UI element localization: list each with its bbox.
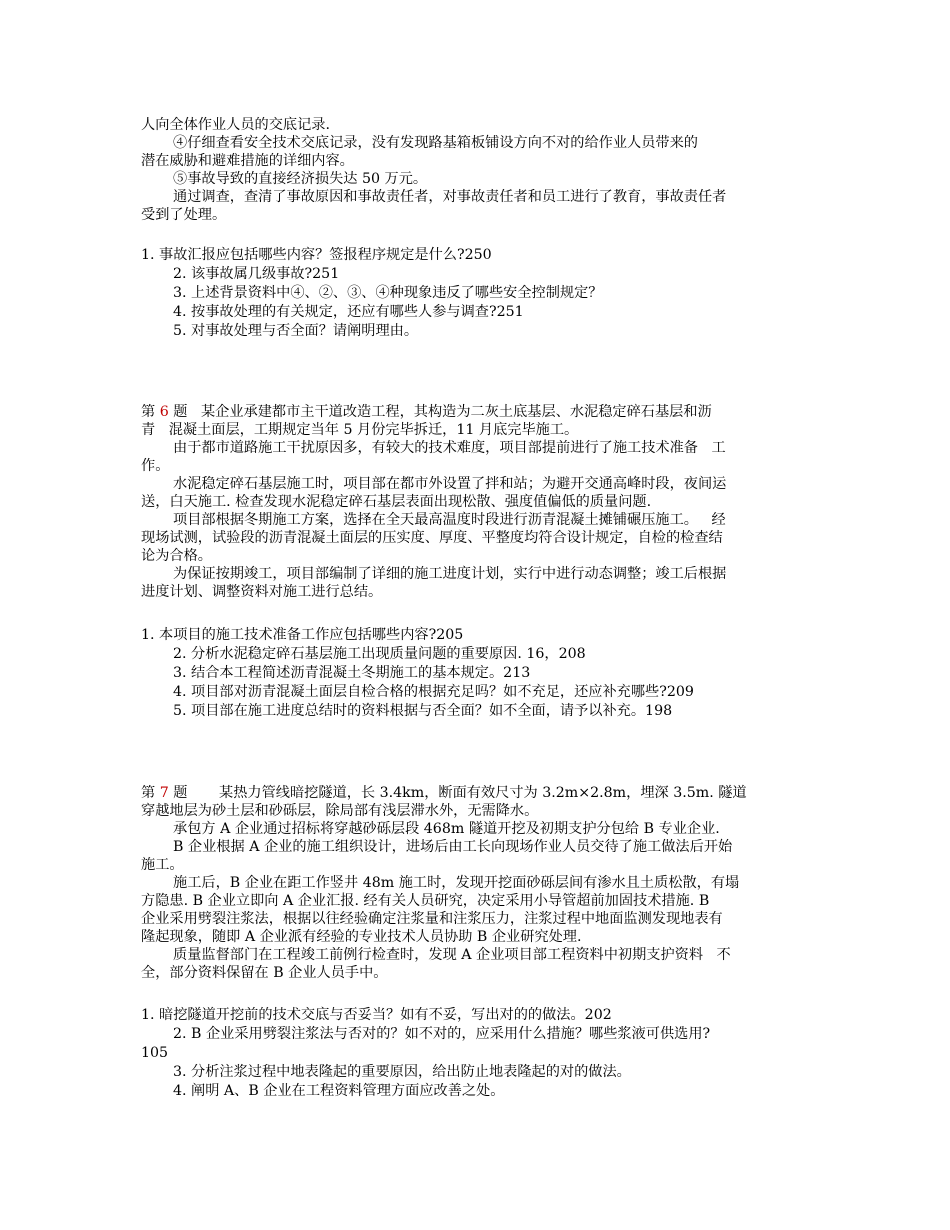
paragraph-line: 水泥稳定碎石基层施工时，项目部在都市外设置了拌和站；为避开交通高峰时段，夜间运 (173, 476, 727, 492)
paragraph-line: 承包方 A 企业通过招标将穿越砂砾层段 468m 隧道开挖及初期支护分包给 B 专业企业. (173, 821, 720, 837)
paragraph-line: 隆起现象，随即 A 企业派有经验的专业技术人员协助 B 企业研究处理. (141, 929, 582, 945)
paragraph-line: 人向全体作业人员的交底记录. (141, 117, 330, 133)
question-item: 4. 项目部对沥青混凝土面层自检合格的根据充足吗？如不充足，还应补充哪些?209 (173, 684, 694, 700)
question-prefix: 第 (141, 404, 160, 420)
paragraph-line: 某热力管线暗挖隧道，长 3.4km，断面有效尺寸为 3.2m×2.8m，埋深 3.5m. 隧道 (219, 785, 747, 801)
question-item: 5. 项目部在施工进度总结时的资料根据与否全面？如不全面，请予以补充。198 (173, 703, 673, 719)
paragraph-line: 受到了处理。 (141, 207, 227, 223)
question-prefix: 第 (141, 785, 160, 801)
question-item: 4. 阐明 A、B 企业在工程资料管理方面应改善之处。 (173, 1083, 505, 1099)
question-item: 2. B 企业采用劈裂注浆法与否对的？如不对的，应采用什么措施？哪些浆液可供选用? (173, 1026, 711, 1042)
paragraph-line: 穿越地层为砂土层和砂砾层，除局部有浅层滞水外，无需降水。 (141, 803, 539, 819)
paragraph-line: ⑤事故导致的直接经济损失达 50 万元。 (173, 171, 428, 187)
paragraph-line: 企业采用劈裂注浆法，根据以往经验确定注浆量和注浆压力，注浆过程中地面监测发现地表有 (141, 911, 723, 927)
paragraph-line: ④仔细查看安全技术交底记录，没有发现路基箱板铺设方向不对的给作业人员带来的 (173, 135, 698, 151)
paragraph-line: 青 混凝土面层，工期规定当年 5 月份完毕拆迁，11 月底完毕施工。 (141, 422, 579, 438)
question-suffix: 题 (168, 785, 220, 801)
question-item: 3. 分析注浆过程中地表隆起的重要原因，给出防止地表隆起的对的做法。 (173, 1064, 631, 1080)
paragraph-line: 进度计划、调整资料对施工进行总结。 (141, 584, 383, 600)
question-item: 105 (141, 1045, 169, 1061)
paragraph-line: 潜在威胁和避难措施的详细内容。 (141, 153, 354, 169)
section-6-heading (141, 403, 712, 421)
question-item: 3. 上述背景资料中④、②、③、④种现象违反了哪些安全控制规定？ (173, 285, 603, 301)
question-number: 6 (159, 404, 169, 420)
paragraph-line: 施工后，B 企业在距工作竖井 48m 施工时，发现开挖面砂砾层间有渗水且土质松散，有塌 (173, 875, 740, 891)
question-item: 1. 本项目的施工技术准备工作应包括哪些内容?205 (141, 627, 464, 643)
question-item: 2. 该事故属几级事故?251 (173, 266, 340, 282)
question-item: 5. 对事故处理与否全面？请阐明理由。 (173, 323, 419, 339)
paragraph-line: B 企业根据 A 企业的施工组织设计，进场后由工长向现场作业人员交待了施工做法后开始 (173, 839, 733, 855)
question-suffix: 题 (168, 404, 201, 420)
question-item: 4. 按事故处理的有关规定，还应有哪些人参与调查?251 (173, 304, 524, 320)
paragraph-line: 作。 (141, 458, 170, 474)
question-item: 1. 事故汇报应包括哪些内容？签报程序规定是什么?250 (141, 247, 492, 263)
paragraph-line: 为保证按期竣工，项目部编制了详细的施工进度计划，实行中进行动态调整；竣工后根据 (173, 566, 727, 582)
paragraph-line: 全，部分资料保留在 B 企业人员手中。 (141, 965, 388, 981)
paragraph-line: 方隐患. B 企业立即向 A 企业汇报. 经有关人员研究，决定采用小导管超前加固技术措施. B (141, 893, 710, 909)
paragraph-line: 施工。 (141, 857, 184, 873)
question-item: 3. 结合本工程简述沥青混凝土冬期施工的基本规定。213 (173, 665, 531, 681)
paragraph-line: 某企业承建都市主干道改造工程，其构造为二灰土底基层、水泥稳定碎石基层和沥 (200, 404, 712, 420)
paragraph-line: 送，白天施工. 检查发现水泥稳定碎石基层表面出现松散、强度值偏低的质量问题. (141, 494, 652, 510)
paragraph-line: 质量监督部门在工程竣工前例行检查时，发现 A 企业项目部工程资料中初期支护资料 不 (173, 947, 731, 963)
section-7-heading (141, 784, 747, 802)
question-item: 1. 暗挖隧道开挖前的技术交底与否妥当？如有不妥，写出对的的做法。202 (141, 1007, 612, 1023)
paragraph-line: 现场试测，试验段的沥青混凝土面层的压实度、厚度、平整度均符合设计规定，自检的检查结 (141, 530, 723, 546)
question-number: 7 (159, 785, 169, 801)
paragraph-line: 论为合格。 (141, 548, 212, 564)
question-item: 2. 分析水泥稳定碎石基层施工出现质量问题的重要原因. 16，208 (173, 646, 586, 662)
paragraph-line: 由于都市道路施工干扰原因多，有较大的技术难度，项目部提前进行了施工技术准备 工 (173, 440, 726, 456)
paragraph-line: 项目部根据冬期施工方案，选择在全天最高温度时段进行沥青混凝土摊铺碾压施工。 经 (173, 512, 726, 528)
paragraph-line: 通过调查，查清了事故原因和事故责任者，对事故责任者和员工进行了教育，事故责任者 (173, 189, 727, 205)
